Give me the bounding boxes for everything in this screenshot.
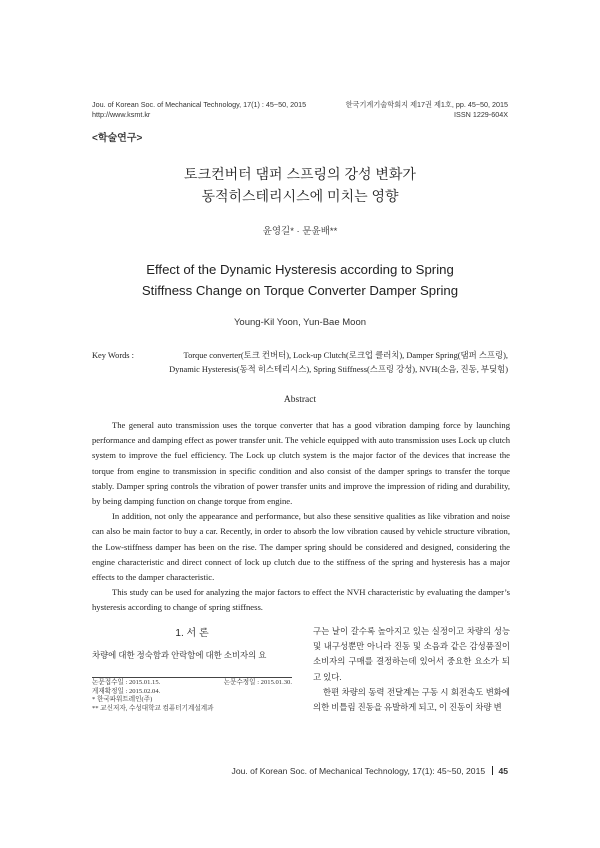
right-column-text (313, 624, 510, 715)
abstract-paragraph: The general auto transmission uses the torque converter that has a good vibration damping force by launching performance and damping effect as power transfer unit. The vehicle equipped with auto transmission uses Lock up clutch system to improve the fuel efficiency. The Lock up clutch system is the major factor of the devices that increase the torque from engine to transmission in specific condition and also consist of the damper springs to transfer the torque stably. Damper spring controls the vibration of power transfer units and improve the impression of riding and durability, by being damping function on change torque from engine. (92, 420, 510, 507)
page-number: 45 (498, 766, 508, 776)
abstract-paragraph: In addition, not only the appearance and performance, but also these sensitive qualities as like vibration and noise can also be main factor to buy a car. Recently, in order to absorb the low vibration caused by vehicle structure vibration, the Low-stiffness damper has been on the rise. The damper spring should be considered and designed, considering the engine characteristic and direct connect of lock up clutch due to the stiffness of the spring and hysteresis has a major effects to the damper characteristic. (92, 511, 510, 583)
journal-citation-en (92, 100, 306, 120)
body-paragraph: 구는 날이 갈수록 높아지고 있는 실정이고 차량의 성능 및 내구성뿐만 아니라 진동 및 소음과 같은 감성품질이 소비자의 구매를 결정하는데 있어서 중요한 요소가 되고 있다. (313, 627, 510, 682)
header-left-line2: http://www.ksmt.kr (92, 110, 151, 119)
footnote-received: 논문접수일 : 2015.01.15. (92, 679, 161, 686)
keywords-list (143, 349, 508, 377)
title-ko-line1: 토크컨버터 댐퍼 스프링의 강성 변화가 (184, 166, 416, 182)
article-category: <학술연구> (92, 133, 143, 144)
keywords-label: Key Words : (92, 351, 134, 360)
authors-korean: 윤영길* · 문윤배** (262, 226, 338, 237)
title-ko-line2: 동적히스테리시스에 미치는 영향 (201, 188, 399, 204)
footnotes (92, 679, 292, 713)
header-left-line1: Jou. of Korean Soc. of Mechanical Technology, 17(1) : 45~50, 2015 (92, 100, 307, 109)
footnote-affiliation-2: ** 교신저자, 수성대학교 컴퓨터기계설계과 (92, 704, 214, 712)
abstract-heading: Abstract (283, 395, 317, 405)
abstract-body (92, 418, 510, 616)
body-paragraph: 차량에 대한 정숙함과 안락함에 대한 소비자의 요 (92, 651, 267, 660)
header-right-line1: 한국기계기술학회지 제17권 제1호, pp. 45~50, 2015 (345, 100, 508, 109)
footer-separator (492, 766, 494, 775)
keywords-line2: Dynamic Hysteresis(동적 히스테리시스), Spring Stiffness(스프링 강성), NVH(소음, 진동, 부딪힘) (169, 365, 508, 374)
footnote-revised: 논문수정일 : 2015.01.30. (223, 679, 292, 686)
title-en-line1: Effect of the Dynamic Hysteresis according to Spring (146, 262, 454, 277)
footnote-divider (92, 677, 292, 678)
keywords-line1: Torque converter(토크 컨버터), Lock-up Clutch(로크업 클러치), Damper Spring(댐퍼 스프링), (183, 351, 508, 360)
keywords-block (92, 349, 134, 363)
footer-journal: Jou. of Korean Soc. of Mechanical Technology, 17(1): 45~50, 2015 (231, 766, 486, 776)
journal-citation-ko (346, 100, 508, 120)
title-en-line2: Stiffness Change on Torque Converter Damper Spring (141, 283, 459, 298)
body-paragraph: 한편 차량의 동력 전달계는 구동 시 회전속도 변화에 의한 비틀림 진동을 유발하게 되고, 이 진동이 차량 변 (313, 687, 510, 713)
title-english (0, 259, 600, 301)
header-right-line2: ISSN 1229-604X (454, 110, 508, 119)
title-korean (0, 163, 600, 207)
authors-english: Young-Kil Yoon, Yun-Bae Moon (233, 317, 367, 328)
footnote-accepted: 게재확정일 : 2015.02.04. (92, 687, 161, 695)
abstract-paragraph: This study can be used for analyzing the major factors to effect the NVH characteristic by evaluating the damper’s hysteresis according to change of spring stiffness. (92, 587, 510, 613)
footnote-affiliation-1: * 한국파워트레인(주) (92, 696, 153, 704)
section-heading: 1. 서 론 (175, 628, 209, 639)
left-column-text (92, 648, 292, 663)
page-footer (232, 766, 508, 776)
